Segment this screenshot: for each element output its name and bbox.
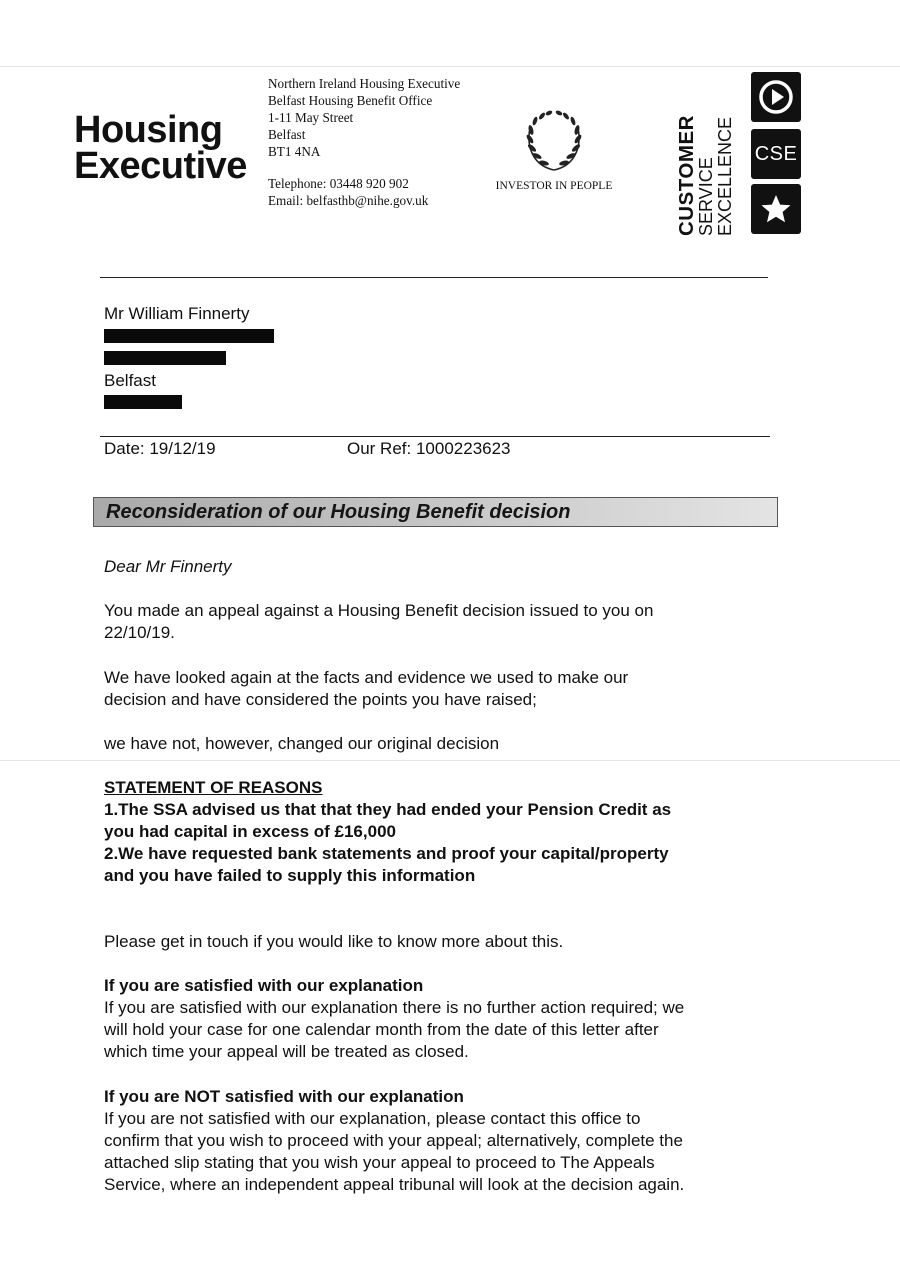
cse-line-service: SERVICE [696, 157, 716, 236]
recipient-city: Belfast [104, 371, 156, 390]
reason-line: and you have failed to supply this information [104, 866, 476, 885]
reasons-list [104, 799, 784, 887]
satisfied-heading: If you are satisfied with our explanation [104, 976, 424, 995]
text-line: which time your appeal will be treated as closed. [104, 1042, 469, 1061]
paragraph-appeal [104, 600, 784, 644]
text-line: Service, where an independent appeal tribunal will look at the decision again. [104, 1175, 685, 1194]
office-street: 1-11 May Street [268, 110, 354, 125]
recipient-name: Mr William Finnerty [104, 304, 250, 323]
reason-line: 2.We have requested bank statements and proof your capital/property [104, 844, 669, 863]
customer-service-excellence-mark [675, 115, 739, 236]
cse-play-badge [751, 72, 801, 122]
cse-text-badge: CSE [751, 129, 801, 179]
office-telephone: Telephone: 03448 920 902 [268, 176, 409, 191]
office-address [268, 75, 460, 209]
redacted-address-line [104, 351, 226, 365]
office-branch: Belfast Housing Benefit Office [268, 93, 433, 108]
not-satisfied-heading: If you are NOT satisfied with our explanation [104, 1087, 464, 1106]
reason-line: 1.The SSA advised us that that they had ended your Pension Credit as [104, 800, 672, 819]
paragraph-review [104, 667, 784, 711]
fold-line [0, 66, 900, 67]
salutation: Dear Mr Finnerty [104, 557, 232, 576]
text-line: decision and have considered the points you have raised; [104, 690, 537, 709]
investor-in-people-badge [484, 108, 624, 192]
letter-reference: Our Ref: 1000223623 [347, 439, 511, 458]
address-divider [100, 436, 770, 437]
contact-line: Please get in touch if you would like to know more about this. [104, 932, 564, 951]
redacted-postcode [104, 395, 182, 409]
logo-line-1: Housing [74, 109, 223, 151]
logo-line-2: Executive [74, 145, 247, 187]
letter-date: Date: 19/12/19 [104, 439, 216, 458]
text-line: attached slip stating that you wish your appeal to proceed to The Appeals [104, 1153, 655, 1172]
text-line: 22/10/19. [104, 623, 175, 642]
text-line: If you are not satisfied with our explanation, please contact this office to [104, 1109, 641, 1128]
reasons-heading: STATEMENT OF REASONS [104, 778, 323, 797]
paragraph-outcome: we have not, however, changed our original decision [104, 734, 500, 753]
laurel-wreath-icon [518, 108, 590, 176]
subject-title: Reconsideration of our Housing Benefit decision [106, 501, 571, 523]
text-line: You made an appeal against a Housing Benefit decision issued to you on [104, 601, 654, 620]
housing-executive-logo [74, 109, 247, 187]
text-line: will hold your case for one calendar month from the date of this letter after [104, 1020, 659, 1039]
investor-in-people-label: INVESTOR IN PEOPLE [495, 180, 613, 192]
office-name: Northern Ireland Housing Executive [268, 76, 461, 91]
office-postcode: BT1 4NA [268, 144, 321, 159]
office-email: Email: belfasthb@nihe.gov.uk [268, 193, 429, 208]
text-line: We have looked again at the facts and evidence we used to make our [104, 668, 629, 687]
satisfied-paragraph [104, 997, 784, 1063]
cse-line-customer: CUSTOMER [675, 115, 698, 236]
fold-line [0, 760, 900, 761]
text-line: If you are satisfied with our explanation there is no further action required; we [104, 998, 685, 1017]
cse-line-excellence: EXCELLENCE [715, 116, 735, 236]
header-divider [100, 277, 768, 278]
redacted-address-line [104, 329, 274, 343]
subject-banner [93, 497, 778, 527]
star-icon [751, 184, 801, 234]
office-city: Belfast [268, 127, 306, 142]
cse-star-badge [751, 184, 801, 234]
reason-line: you had capital in excess of £16,000 [104, 822, 396, 841]
text-line: confirm that you wish to proceed with your appeal; alternatively, complete the [104, 1131, 683, 1150]
play-circle-icon [751, 72, 801, 122]
not-satisfied-paragraph [104, 1108, 784, 1196]
